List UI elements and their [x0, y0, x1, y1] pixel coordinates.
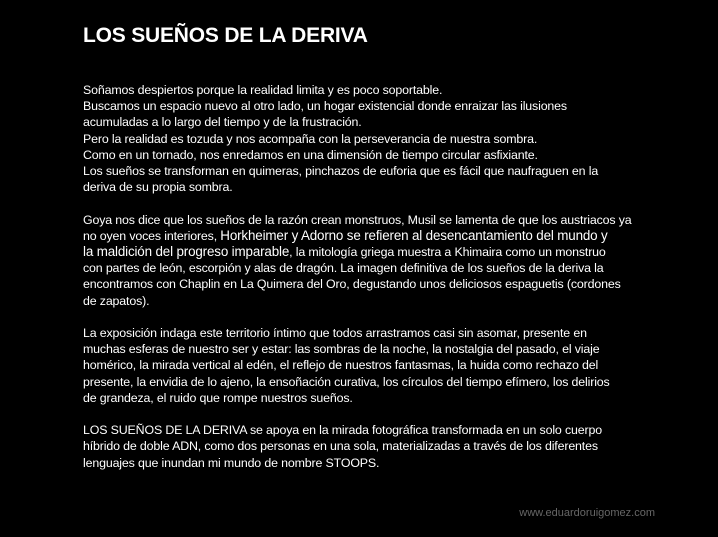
text-line: de zapatos).: [83, 293, 150, 308]
paragraph-gap: [83, 309, 643, 325]
paragraph-3: [83, 325, 643, 406]
text-segment-large: Horkheimer y Adorno se refieren al desencantamiento del mundo y: [220, 227, 608, 243]
text-line: encontramos con Chaplin en La Quimera del Oro, degustando unos deliciosos espaguetis (cordones: [83, 277, 621, 292]
text-line: Goya nos dice que los sueños de la razón crean monstruos, Musil se lamenta de que los austriacos ya: [83, 212, 632, 227]
text-segment-large: la maldición del progreso imparable: [83, 244, 290, 260]
text-line: LOS SUEÑOS DE LA DERIVA se apoya en la mirada fotográfica transformada en un solo cuerpo: [83, 423, 602, 438]
text-line: de grandeza, el ruido que rompe nuestros sueños.: [83, 390, 353, 405]
text-line: con partes de león, escorpión y alas de dragón. La imagen definitiva de los sueños de la deriva la: [83, 261, 604, 276]
paragraph-gap: [83, 195, 643, 211]
website-link[interactable]: www.eduardoruigomez.com: [519, 507, 655, 519]
text-line: Pero la realidad es tozuda y nos acompaña con la perseverancia de nuestra sombra.: [83, 131, 538, 146]
text-line: homérico, la mirada vertical al edén, el reflejo de nuestros fantasmas, la huida como rechazo del: [83, 358, 599, 373]
paragraph-4: [83, 422, 643, 471]
paragraph-gap: [83, 406, 643, 422]
text-line: presente, la envidia de lo ajeno, la ensoñación curativa, los círculos del tiempo efímero, los delirios: [83, 374, 610, 389]
body-text: [83, 82, 643, 471]
text-line: Soñamos despiertos porque la realidad limita y es poco soportable.: [83, 83, 443, 97]
text-line: [83, 228, 643, 244]
paragraph-2: [83, 212, 643, 309]
text-line: acumuladas a lo largo del tiempo y de la frustración.: [83, 115, 362, 130]
page-title: LOS SUEÑOS DE LA DERIVA: [83, 24, 368, 47]
text-line: Buscamos un espacio nuevo al otro lado, un hogar existencial donde enraizar las ilusiones: [83, 99, 567, 114]
text-line: Los sueños se transforman en quimeras, pinchazos de euforia que es fácil que naufraguen en la: [83, 164, 599, 179]
text-segment: , la mitología griega muestra a Khimaira como un monstruo: [289, 245, 606, 260]
text-line: híbrido de doble ADN, como dos personas en una sola, materializadas a través de los diferentes: [83, 439, 598, 454]
text-line: deriva de su propia sombra.: [83, 180, 233, 195]
text-line: La exposición indaga este territorio íntimo que todos arrastramos casi sin asomar, presente en: [83, 326, 587, 341]
text-line: muchas esferas de nuestro ser y estar: las sombras de la noche, la nostalgia del pasado, el viaje: [83, 342, 600, 357]
text-line: lenguajes que inundan mi mundo de nombre STOOPS.: [83, 455, 380, 470]
paragraph-1: [83, 82, 643, 195]
text-line: [83, 244, 643, 260]
text-line: Como en un tornado, nos enredamos en una dimensión de tiempo circular asfixiante.: [83, 147, 538, 162]
text-segment: no oyen voces interiores,: [83, 228, 221, 243]
